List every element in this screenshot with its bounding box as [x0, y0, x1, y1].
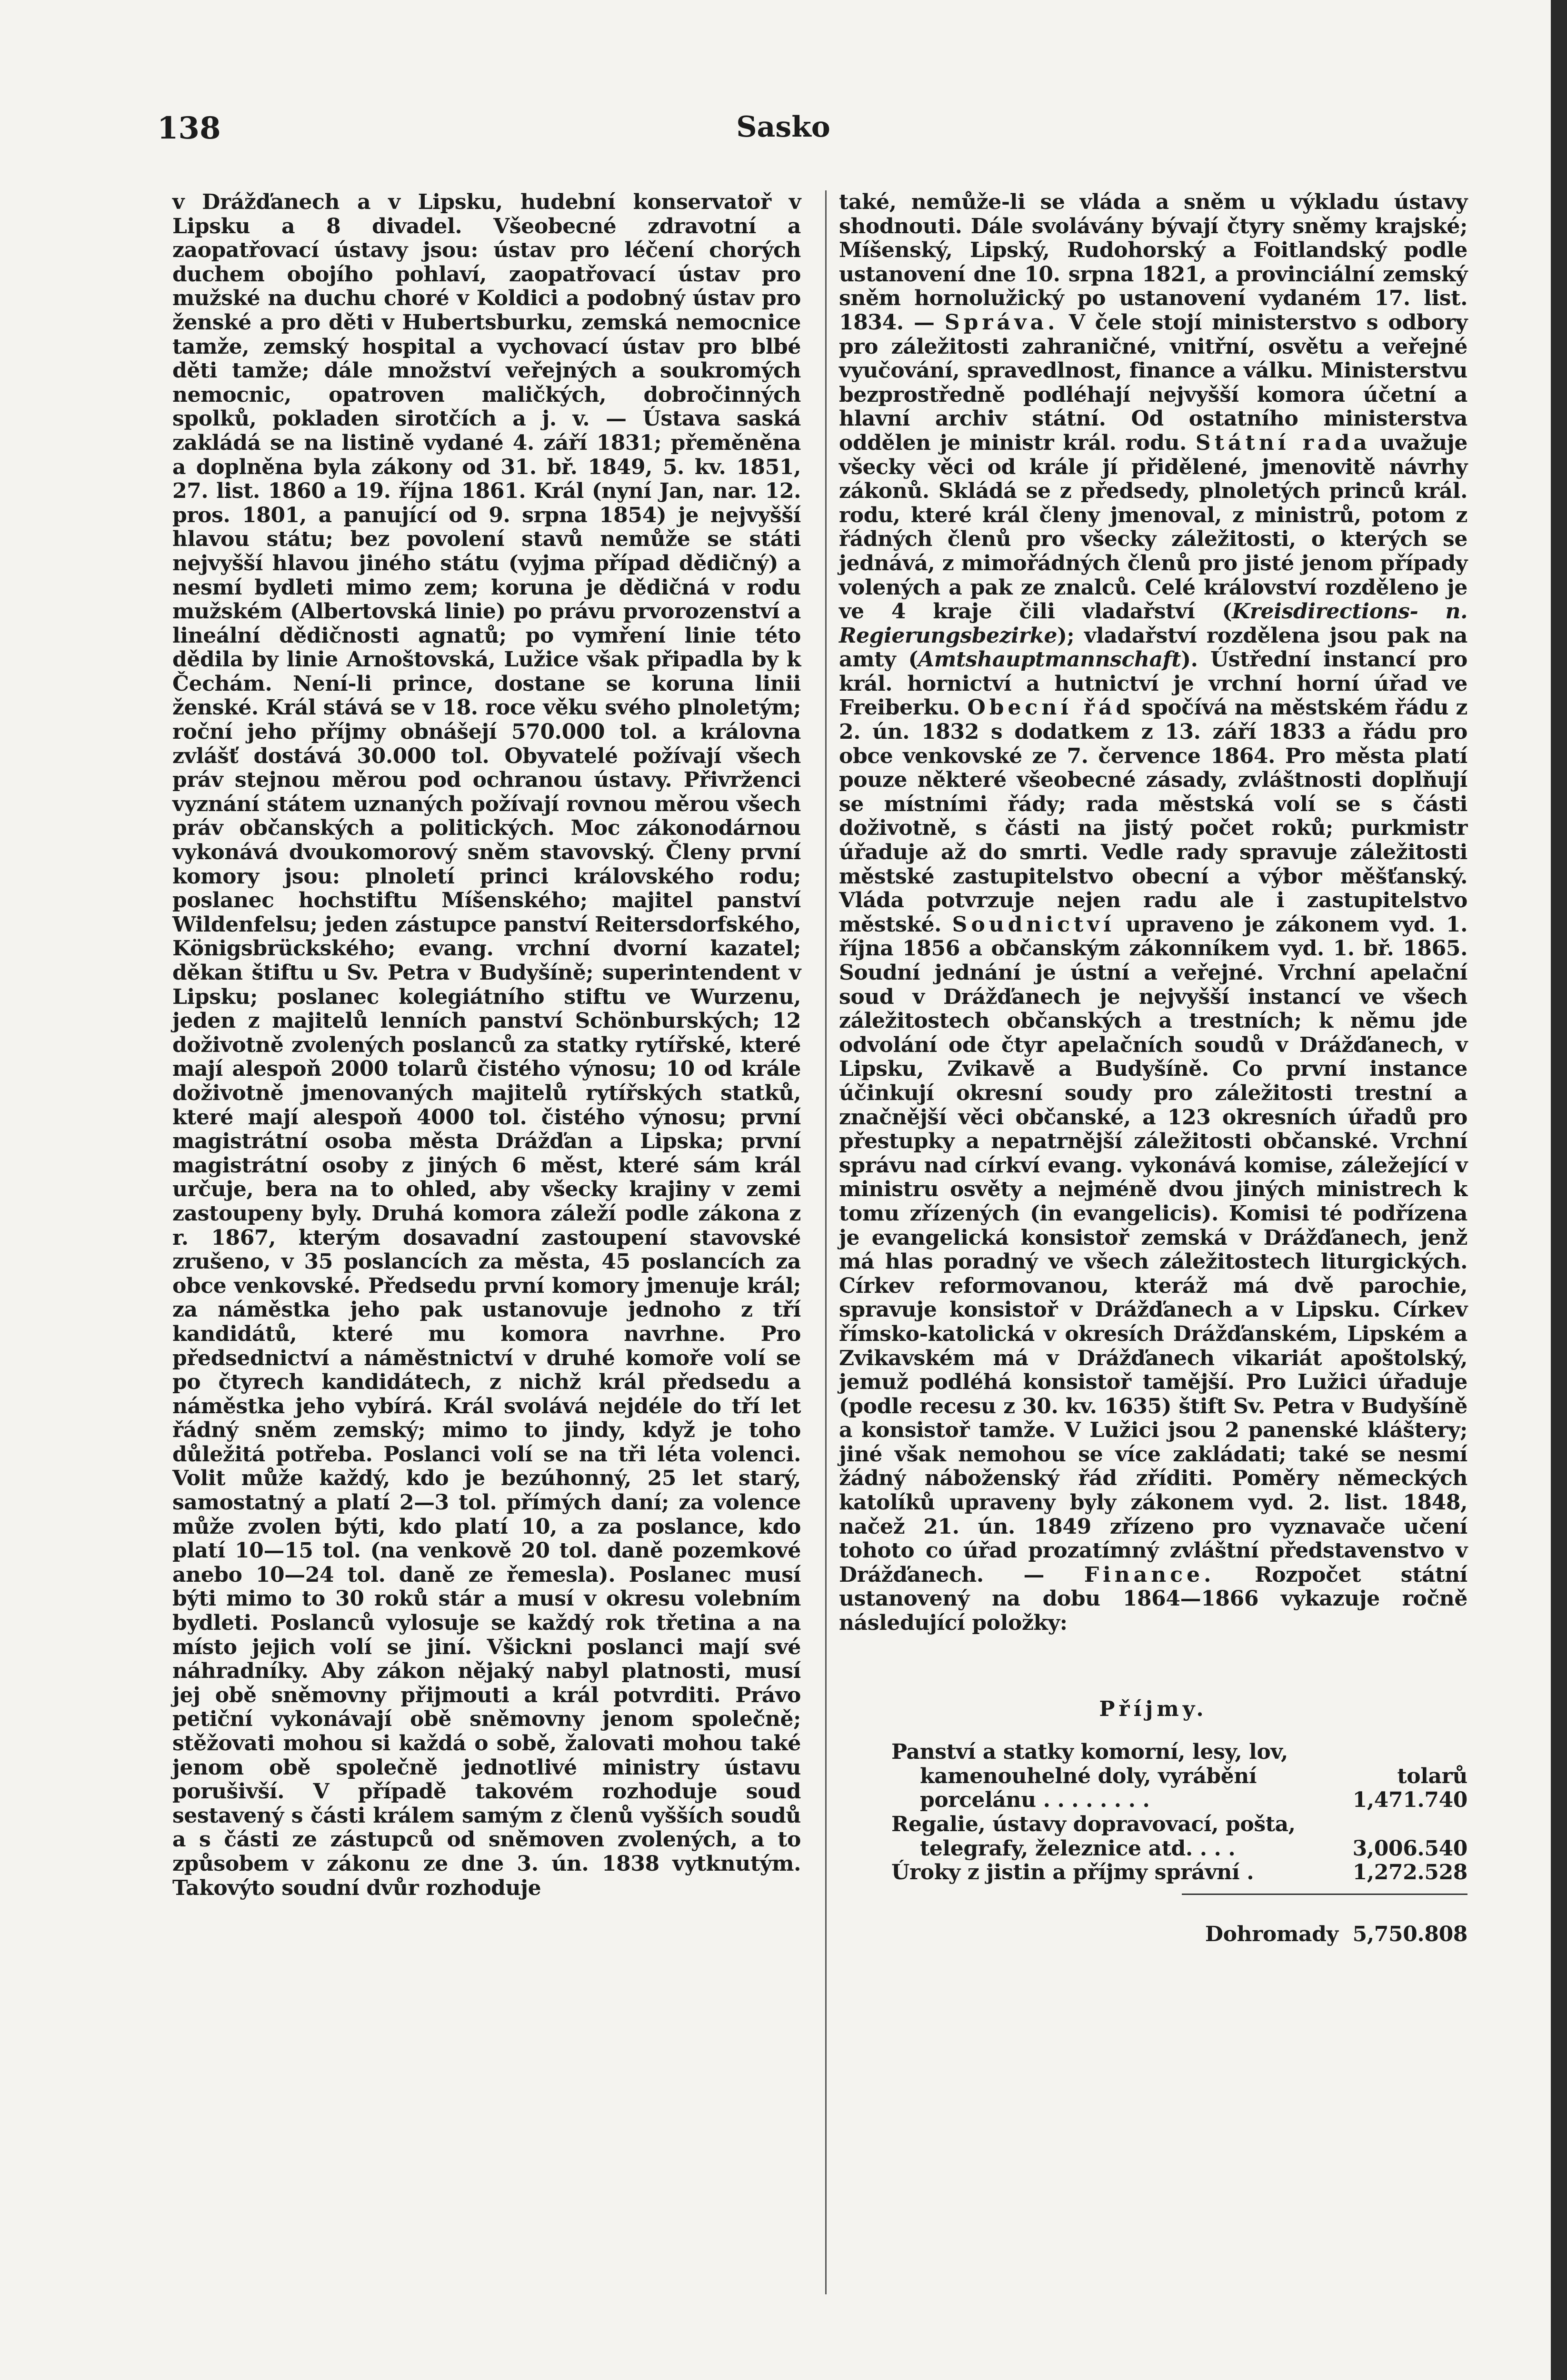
page-number: 138	[157, 110, 221, 146]
revenue-item-label	[839, 1813, 1334, 1861]
unit-label: tolarů	[1397, 1764, 1467, 1788]
total-rule	[1182, 1894, 1467, 1895]
scan-edge-right	[1551, 0, 1567, 2380]
section-heading-sprava: Správa.	[944, 310, 1059, 335]
total-label: Dohromady	[1205, 1922, 1338, 1946]
table-row	[839, 1740, 1467, 1813]
item-line: telegrafy, železnice atd. . . .	[920, 1836, 1236, 1861]
right-column-paragraph	[839, 190, 1467, 1636]
term-amtshauptmannschaft: Amtshauptmannschaft	[918, 647, 1181, 672]
right-column	[839, 190, 1467, 1946]
section-heading-obecni-rad: Obecní řád	[967, 695, 1135, 720]
revenue-heading: Příjmy.	[1099, 1696, 1208, 1721]
running-title: Sasko	[736, 110, 830, 144]
revenue-item-amount: 1,272.528	[1352, 1860, 1467, 1885]
text-segment: V čele stojí ministerstvo s odbory pro záležitosti zahraničné, vnitřní, osvětu a veřejné vyučování, spravedlnost, finance a válku. Ministerstvu bezprostředně podléhají nejvyšší komora účetní a hlavní archiv státní. Od ostatního ministerstva oddělen je ministr král. rodu.	[839, 310, 1467, 455]
text-segment: uvažuje všecky věci od krále jí přidělené, jmenovitě návrhy zákonů. Skládá se z předsedy, plnoletých princů král. rodu, které král členy jmenoval, z ministrů, potom z řádných členů pro všecky záležitosti, o kterých se jednává, z mimořádných členů pro jisté jenom případy volených a pak ze znalců. Celé království rozděleno je ve 4 kraje čili vladařství (	[839, 430, 1467, 624]
revenue-item-label	[839, 1740, 1334, 1813]
text-segment: ). Ústřední instancí pro král. hornictví a hutnictví je vrchní horní úřad ve Freiberku.	[839, 647, 1467, 720]
item-line: Panství a statky komorní, lesy, lov,	[891, 1740, 1288, 1765]
left-column-text: v Drážďanech a v Lipsku, hudební konservatoř v Lipsku a 8 divadel. Všeobecné zdravotní a zaopatřovací ústavy jsou: ústav pro léčení chorých duchem obojího pohlaví, zaopatřovací ústav pro mužské na duchu choré v Koldici a podobný ústav pro ženské a pro děti v Hubertsburku, zemská nemocnice tamže, zemský hospital a vychovací ústav pro blbé děti tamže; dále množství veřejných a soukromých nemocnic, opatroven maličkých, dobročinných spolků, pokladen sirotčích a j. v. — Ústava saská zakládá se na listině vydané 4. září 1831; přeměněna a doplněna byla zákony od 31. bř. 1849, 5. kv. 1851, 27. list. 1860 a 19. října 1861. Král (nyní Jan, nar. 12. pros. 1801, a panující od 9. srpna 1854) je nejvyšší hlavou státu; bez povolení stavů nemůže se státi nejvyšší hlavou jiného státu (vyjma případ dědičný) a nesmí bydleti mimo zem; koruna je dědičná v rodu mužském (Albertovská linie) po právu prvorozenství a lineální dědičnosti agnatů; po vymření linie této dědila by linie Arnoštovská, Lužice však připadla by k Čechám. Není-li prince, dostane se koruna linii ženské. Král stává se v 18. roce věku svého plnoletým; roční jeho příjmy obnášejí 570.000 tol. a královna zvlášť dostává 30.000 tol. Obyvatelé požívají všech práv stejnou měrou pod ochranou ústavy. Přivrženci vyznání státem uznaných požívají rovnou měrou všech práv občanských a politických. Moc zákonodárnou vykonává dvoukomorový sněm stavovský. Členy první komory jsou: plnoletí princi královského rodu; poslanec hochstiftu Míšenského; majitel panství Wildenfelsu; jeden zástupce panství Reitersdorfského, Königsbrückského; evang. vrchní dvorní kazatel; děkan štiftu u Sv. Petra v Budyšíně; superintendent v Lipsku; poslanec kolegiátního stiftu ve Wurzenu, jeden z majitelů lenních panství Schönburských; 12 doživotně zvolených poslanců za statky rytířské, které mají alespoň 2000 tolarů čistého výnosu; 10 od krále doživotně jmenovaných majitelů rytířských statků, které mají alespoň 4000 tol. čistého výnosu; první magistrátní osoba města Drážďan a Lipska; první magistrátní osoby z jiných 6 měst, které sám král určuje, bera na to ohled, aby všecky krajiny v zemi zastoupeny byly. Druhá komora záleží podle zákona z r. 1867, kterým dosavadní zastoupení stavovské zrušeno, v 35 poslancích za města, 45 poslancích za obce venkovské. Předsedu první komory jmenuje král; za náměstka jeho pak ustanovuje jednoho z tří kandidátů, které mu komora navrhne. Pro předsednictví a náměstnictví v druhé komoře volí se po čtyrech kandidátech, z nichž král předsedu a náměstka jeho vybírá. Král svolává nejdéle do tří let řádný sněm zemský; mimo to jindy, když je toho důležitá potřeba. Poslanci volí se na tři léta volenci. Volit může každý, kdo je bezúhonný, 25 let starý, samostatný a platí 2—3 tol. přímých daní; za volence může zvolen býti, kdo platí 10, a za poslance, kdo platí 10—15 tol. (na venkově 20 tol. daně pozemkové anebo 10—24 tol. daně ze řemesla). Poslanec musí býti mimo to 30 roků stár a musí v okresu volebním bydleti. Poslanců vylosuje se každý rok třetina a na místo jejich volí se jiní. Všickni poslanci mají své náhradníky. Aby zákon nějaký nabyl platnosti, musí jej obě sněmovny přijmouti a král potvrditi. Právo petiční vykonávají obě sněmovny jenom společně; stěžovati mohou si každá o sobě, žalovati mohou také jenom obě společně jednotlivé ministry ústavu porušivší. V případě takovém rozhoduje soud sestavený s části králem samým z členů vyšších soudů a s části ze zástupců od sněmoven zvolených, a to způsobem v zákonu ze dne 3. ún. 1838 vytknutým. Takovýto soudní dvůr rozhoduje	[172, 190, 801, 1900]
table-row	[839, 1813, 1467, 1861]
left-column	[172, 190, 801, 1900]
revenue-item-label: Úroky z jistin a příjmy správní .	[891, 1860, 1254, 1885]
total-amount: 5,750.808	[1352, 1922, 1467, 1946]
revenue-item-amount	[1334, 1740, 1467, 1813]
column-divider	[825, 190, 827, 2294]
text-segment: spočívá na městském řádu z 2. ún. 1832 s dodatkem z 13. září 1833 a řádu pro obce venkovské ze 7. července 1864. Pro města platí pouze některé všeobecné zásady, zvláštnosti doplňují se místními řády; rada městská volí se s části doživotně, s části na jistý počet roků; purkmistr úřaduje až do smrti. Vedle rady spravuje záležitosti městské zastupitelstvo obecní a výbor měšťanský. Vláda potvrzuje nejen radu ale i zastupitelstvo městské.	[839, 695, 1468, 937]
text-segment: ); vladařství rozdělena jsou pak na amty (	[839, 623, 1467, 672]
item-line: kamenouhelné doly, vyrábění	[920, 1764, 1257, 1788]
page-header	[157, 110, 1409, 158]
section-heading-finance: Finance.	[1084, 1562, 1215, 1587]
section-heading-statni-rada: Státní rada	[1195, 430, 1371, 455]
text-segment: také, nemůže-li se vláda a sněm u výkladu ústavy shodnouti. Dále svolávány bývají čtyry sněmy krajské; Míšenský, Lipský, Rudohorský a Foitlandský podle ustanovení dne 10. srpna 1821, a provinciální zemský sněm hornolužický po ustanovení vydaném 17. list. 1834. —	[839, 190, 1467, 335]
revenue-item-amount: 3,006.540	[1352, 1836, 1467, 1861]
table-row	[839, 1861, 1467, 1885]
item-line: Regalie, ústavy dopravovací, pošta,	[891, 1812, 1296, 1836]
text-segment: upraveno je zákonem vyd. 1. října 1856 a občanským zákonníkem vyd. 1. bř. 1865. Soudní jednání je ústní a veřejné. Vrchní apelační soud v Drážďanech je nejvyšší instancí ve všech záležitostech občanských a trestních; k němu jde odvolání ode čtyr apelačních soudů v Drážďanech, v Lipsku, Zvikavě a Budyšíně. Co první instance účinkují okresní soudy pro záležitosti trestní a značnější věci občanské, a 123 okresních úřadů pro přestupky a nepatrnější záležitosti občanské. Vrchní správu nad církví evang. vykonává komise, záležející v ministru osvěty a nejméně dvou jiných ministrech k tomu zřízených (in evangelicis). Komisi té podřízena je evangelická konsistoř zemská v Drážďanech, jenž má hlas poradný ve všech záležitostech liturgických. Církev reformovanou, kteráž má dvě parochie, spravuje konsistoř v Drážďanech a v Lipsku. Církev římsko-katolická v okresích Drážďanském, Lipském a Zvikavském má v Drážďanech vikariát apoštolský, jemuž podléhá konsistoř tamější. Pro Lužici úřaduje (podle recesu z 30. kv. 1635) štift Sv. Petra v Budyšíně a konsistoř tamže. V Lužici jsou 2 panenské kláštery; jiné však nemohou se více zakládati; také se nesmí žádný náboženský řád zříditi. Poměry německých katolíků upraveny byly zákonem vyd. 2. list. 1848, načež 21. ún. 1849 zřízeno pro vyznavače učení tohoto co úřad prozatímný zvláštní představenstvo v Drážďanech. —	[839, 912, 1467, 1587]
revenue-section	[839, 1697, 1467, 1947]
term-kreisdirections: Kreisdirections- n. Regierungsbezirke	[839, 599, 1467, 648]
section-heading-soudnictvi: Soudnictví	[952, 912, 1115, 937]
revenue-table	[839, 1740, 1467, 1885]
item-line: porcelánu . . . . . . . .	[920, 1788, 1150, 1813]
revenue-total	[839, 1923, 1467, 1947]
amount: 1,471.740	[1352, 1788, 1467, 1813]
text-segment: Rozpočet státní ustanovený na dobu 1864—1866 vykazuje ročně následující položky:	[839, 1562, 1467, 1636]
